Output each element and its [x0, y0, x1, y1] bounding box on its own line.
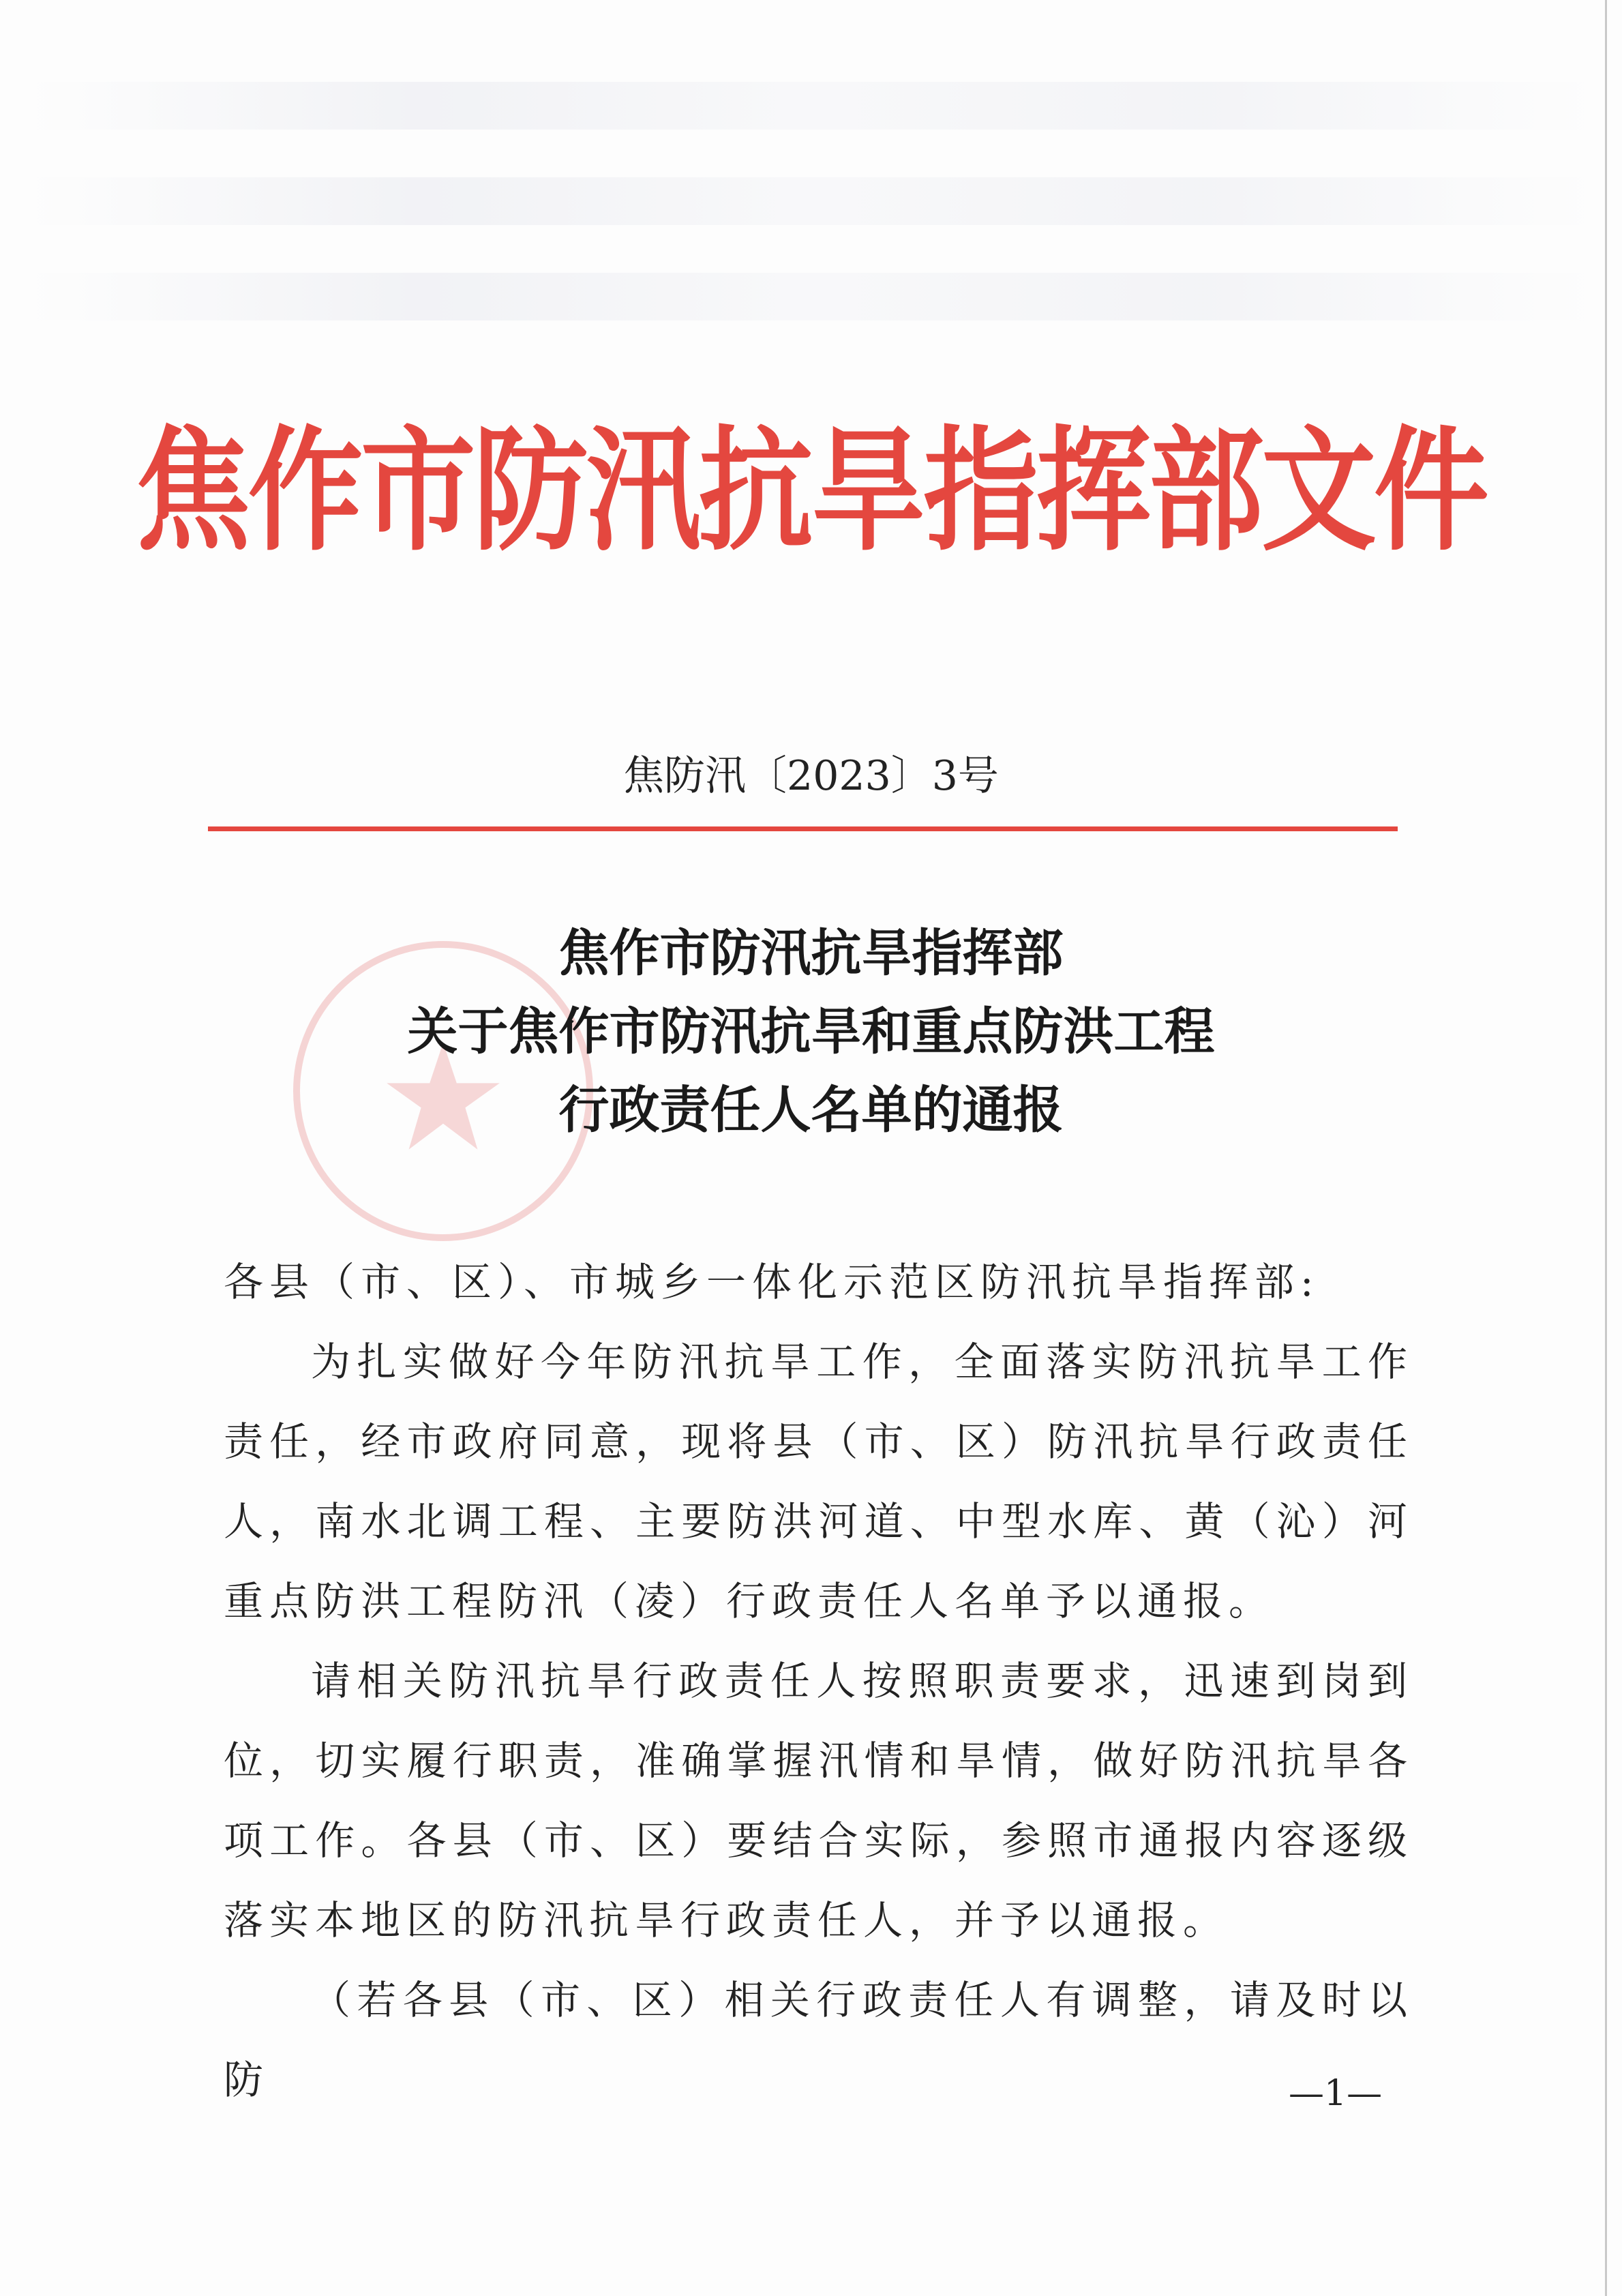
- salutation: 各县（市、区）、市城乡一体化示范区防汛抗旱指挥部:: [224, 1259, 1320, 1305]
- notice-title-line1: 焦作市防汛抗旱指挥部: [558, 924, 1064, 983]
- scan-bleed: [27, 273, 1595, 320]
- body-paragraph-1: 为扎实做好今年防汛抗旱工作，全面落实防汛抗旱工作责任，经市政府同意，现将县（市、区）防汛抗旱行政责任人，南水北调工程、主要防洪河道、中型水库、黄（沁）河重点防洪工程防汛（凌）行政责任人名单予以通报。: [224, 1339, 1413, 1624]
- document-number: 焦防汛〔2023〕3号: [623, 752, 999, 800]
- scan-bleed: [27, 82, 1595, 130]
- scan-bleed: [27, 177, 1595, 225]
- body-paragraph-2: 请相关防汛抗旱行政责任人按照职责要求，迅速到岗到位，切实履行职责，准确掌握汛情和旱情，做好防汛抗旱各项工作。各县（市、区）要结合实际，参照市通报内容逐级落实本地区的防汛抗旱行政责任人，并予以通报。: [224, 1658, 1413, 1943]
- body-paragraph-3: （若各县（市、区）相关行政责任人有调整，请及时以防: [224, 1977, 1413, 2103]
- notice-body: [224, 1242, 1413, 2120]
- page-number: —1—: [1289, 2073, 1383, 2114]
- red-divider: [208, 826, 1398, 831]
- notice-title-line2: 关于焦作市防汛抗旱和重点防洪工程: [407, 1002, 1215, 1061]
- notice-title-line3: 行政责任人名单的通报: [558, 1081, 1064, 1139]
- scan-edge: [1605, 0, 1607, 2296]
- masthead-title: 焦作市防汛抗旱指挥部文件: [135, 413, 1487, 569]
